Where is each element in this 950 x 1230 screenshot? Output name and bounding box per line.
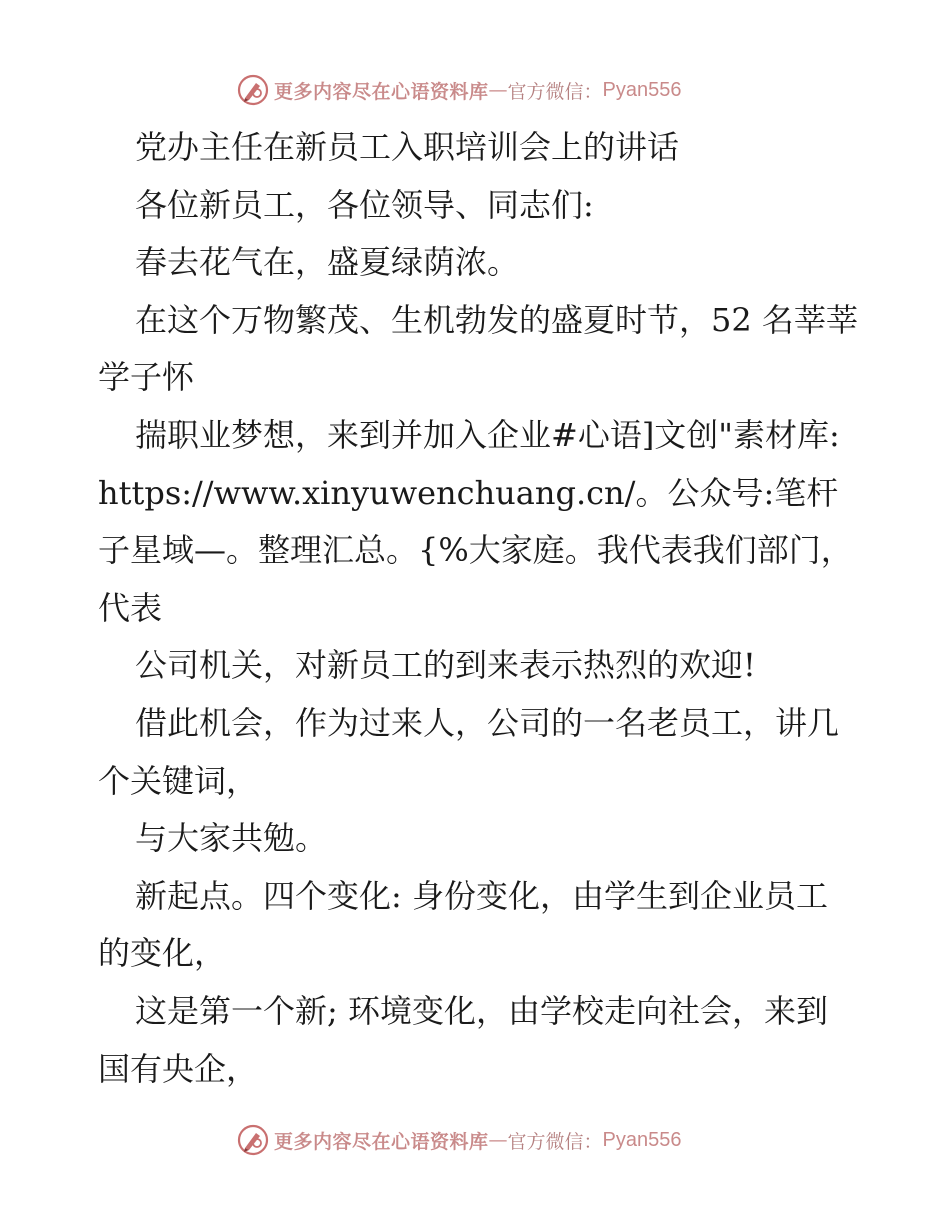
doc-paragraph: 各位新员工，各位领导、同志们: [135, 185, 594, 224]
pen-logo-icon [236, 1123, 270, 1157]
doc-paragraph: 与大家共勉。 [135, 819, 328, 858]
document-body [98, 119, 858, 1098]
watermark-site-text: 更多内容尽在心语资料库 [274, 80, 489, 103]
watermark-wechat-label: 官方微信： [507, 80, 603, 103]
watermark-site-text: 更多内容尽在心语资料库 [274, 1130, 489, 1153]
footer-watermark [236, 1123, 682, 1157]
header-watermark [236, 73, 682, 107]
doc-paragraph: 新起点。四个变化: 身份变化，由学生到企业员工的变化， [98, 876, 828, 973]
doc-paragraph: 借此机会，作为过来人，公司的一名老员工，讲几个关键词， [98, 703, 840, 800]
doc-paragraph: 在这个万物繁茂、生机勃发的盛夏时节，52 名莘莘学子怀 [98, 300, 858, 397]
watermark-separator: — [488, 1129, 508, 1151]
doc-paragraph: 春去花气在，盛夏绿荫浓。 [135, 243, 520, 282]
doc-paragraph: 公司机关，对新员工的到来表示热烈的欢迎! [135, 646, 756, 685]
pen-logo-icon [236, 73, 270, 107]
watermark-wechat-id: Pyan556 [602, 1128, 682, 1151]
watermark-separator: — [488, 79, 508, 101]
watermark-wechat-id: Pyan556 [602, 78, 682, 101]
watermark-wechat-label: 官方微信： [507, 1130, 603, 1153]
doc-paragraph: 这是第一个新; 环境变化，由学校走向社会，来到国有央企， [98, 991, 828, 1088]
doc-paragraph: 揣职业梦想，来到并加入企业#心语]文创"素材库: https://www.xinyuwenchuang.cn/。公众号:笔杆子星域—。整理汇总。{%大家庭。我代表我们部门，代表 [98, 415, 853, 627]
doc-title: 党办主任在新员工入职培训会上的讲话 [135, 128, 680, 166]
